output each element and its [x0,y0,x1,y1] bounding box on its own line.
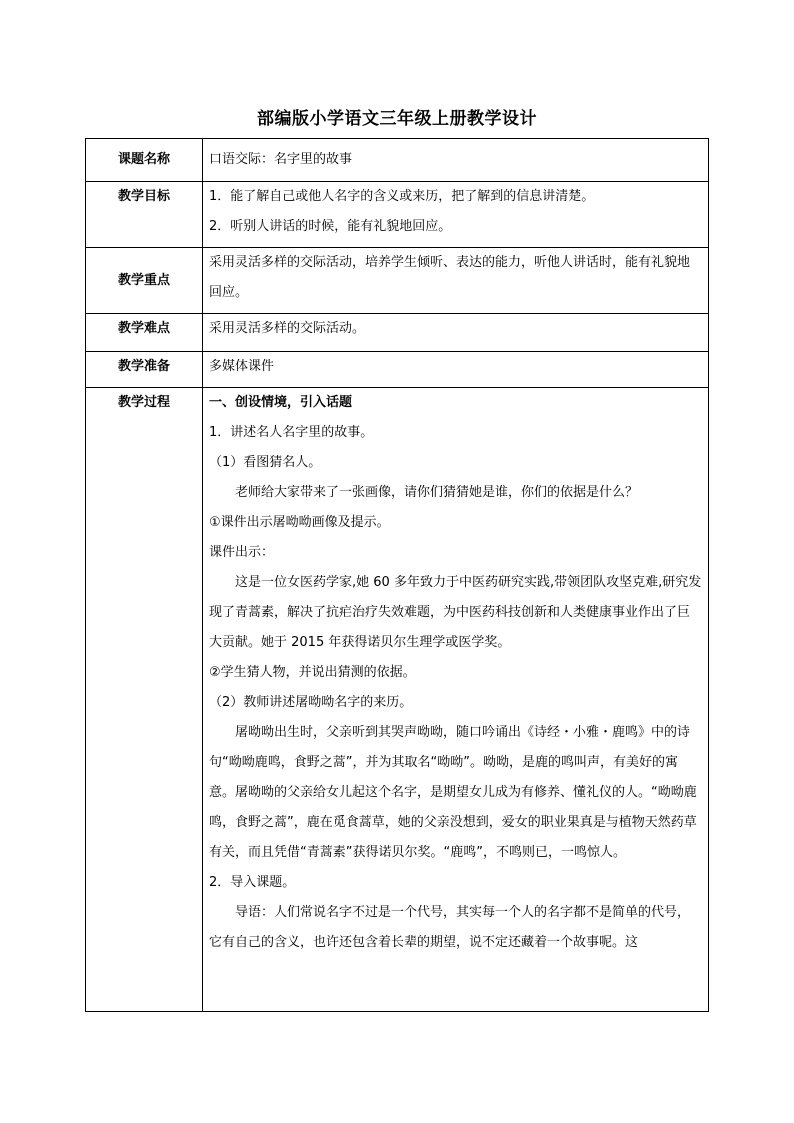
row-difficulties [86,314,709,352]
value-topic: 口语交际：名字里的故事 [203,139,709,182]
label-goals: 教学目标 [86,182,203,248]
step-heading: 2．导入课题。 [209,875,296,890]
paragraph: 导语：人们常说名字不过是一个代号，其实每一个人的名字都不是简单的代号，它有自己的含义，也许还包含着长辈的期望，说不定还藏着一个故事呢。这 [209,905,691,950]
value-difficulties: 采用灵活多样的交际活动。 [203,314,709,352]
paragraph: 屠呦呦出生时，父亲听到其哭声呦呦，随口吟诵出《诗经・小雅・鹿鸣》中的诗句“呦呦鹿鸣，食野之蒿”，并为其取名“呦呦”。呦呦，是鹿的鸣叫声，有美好的寓意。屠呦呦的父亲给女儿起这个名字，是期望女儿成为有修养、懂礼仪的人。“呦呦鹿鸣，食野之蒿”，鹿在觅食蒿草，她的父亲没想到，爱女的职业果真是与植物天然药草有关，而且凭借“青蒿素”获得诺贝尔奖。“鹿鸣”，不鸣则已，一鸣惊人。 [209,725,697,860]
list-item: ①课件出示屠呦呦画像及提示。 [209,515,390,530]
value-goals [203,182,709,248]
label-process: 教学过程 [86,388,203,1012]
step-heading: 1．讲述名人名字里的故事。 [209,425,374,440]
row-topic [86,139,709,182]
label-preparation: 教学准备 [86,352,203,388]
label-key-points: 教学重点 [86,248,203,314]
goal-item: 1．能了解自己或他人名字的含义或来历，把了解到的信息讲清楚。 [209,189,595,204]
sub-heading: （2）教师讲述屠呦呦名字的来历。 [209,695,413,710]
value-key-points: 采用灵活多样的交际活动，培养学生倾听、表达的能力，听他人讲话时，能有礼貌地回应。 [203,248,709,314]
label-difficulties: 教学难点 [86,314,203,352]
row-goals [86,182,709,248]
value-preparation: 多媒体课件 [203,352,709,388]
row-preparation [86,352,709,388]
document-title: 部编版小学语文三年级上册教学设计 [257,109,537,129]
section-heading: 一、创设情境，引入话题 [209,395,353,410]
paragraph: 这是一位女医药学家,她 60 多年致力于中医药研究实践,带领团队攻坚克难,研究发现了青蒿素，解决了抗疟治疗失效难题，为中医药科技创新和人类健康事业作出了巨大贡献。她于 2015 年获得诺贝尔生理学或医学奖。 [209,575,702,650]
sub-heading: （1）看图猜名人。 [209,455,322,470]
list-item: ②学生猜人物，并说出猜测的依据。 [209,665,416,680]
lesson-plan-table [85,138,709,1012]
courseware-label: 课件出示： [209,545,275,560]
goal-item: 2．听别人讲话的时候，能有礼貌地回应。 [209,219,452,234]
row-process [86,388,709,1012]
row-key-points [86,248,709,314]
value-process [203,388,709,1012]
label-topic: 课题名称 [86,139,203,182]
paragraph: 老师给大家带来了一张画像，请你们猜猜她是谁，你们的依据是什么？ [235,485,639,500]
